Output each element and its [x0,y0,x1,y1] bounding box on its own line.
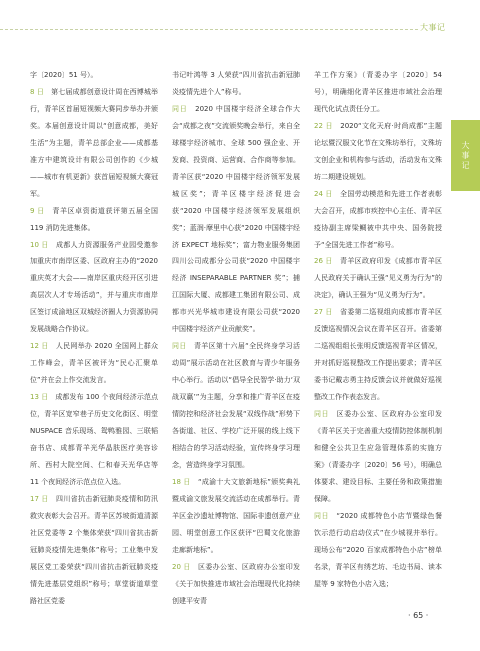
entry-5: 13 日 成都发布 100 个夜间经济示范点位，青羊区宽窄巷子历史文化街区、明堂 NUSPACE 音乐现场、鸳鸭雅园、三联韬奋书店、成都青羊光华晶肤医疗美容诊所、西村大院空间、仁和春天光华店等 11 个夜间经济示范点位入选。 [30,393,158,486]
entry-0: 字〔2020〕51 号）。 [30,71,98,79]
entry-5: 同日 区委办公室、区政府办公室印发《青羊区关于完善重大疫情防控体制机制和健全公共卫生应急管理体系的实施方案》（青委办字〔2020〕56 号），明确总体要求、建设目标、主要任务和政策措施保障。 [314,410,442,503]
entry-3: 18 日 “成渝十大文旅新地标”颁奖典礼暨成渝文旅发展交流活动在成都举行。青羊区金沙遗址博物馆、国际非遗创意产业园、明堂创意工作区获评“巴蜀文化旅游走廊新地标”。 [172,477,300,554]
section-title: 大事记 [420,23,446,32]
entry-2: 24 日 全国劳动模范和先进工作者表彰大会召开，成都市疾控中心主任、青羊区疫协副主席梁鲷被中共中央、国务院授予“全国先进工作者”称号。 [314,189,443,249]
entry-3: 26 日 青羊区政府印发《成都市青羊区人民政府关于确认王强“见义勇为行为”的决定》，确认王强为“见义勇为行为”。 [314,257,443,300]
text-column-2 [172,67,300,610]
side-tab: 大事记 [451,120,480,191]
entry-2: 9 日 青羊区卓资街道获评第五届全国 119 消防先进集体。 [30,206,158,232]
entry-1: 22 日 2020“文化天府·时尚成都”主题论坛暨汉服文化节在文殊坊举行，文殊坊文创企业和机构参与活动，活动发布文殊坊二期建设规划。 [314,121,442,181]
entry-1: 8 日 第七届成都创意设计周在西博城举行，青羊区首届短视频大赛同步举办并颁奖。本届创意设计周以“创意成都，美好生活”为主题，青羊总部企业——成都基准方中建筑设计有限公司创作的《少城——城市有机更新》获首届短视频大赛冠军。 [30,87,158,198]
entry-3: 10 日 成都人力资源服务产业园受邀参加重庆市南岸区委、区政府主办的“2020 重庆英才大会——南岸区重庆经开区引进高层次人才专场活动”，并与重庆市南岸区签订成渝地区双城经济圈人力资源协同发展战略合作协议。 [30,240,159,334]
entry-4: 20 日 区委办公室、区政府办公室印发《关于加快推进市域社会治理现代化持续创建平安青 [172,562,301,605]
entry-6: 同日 “2020 成都特色小店节暨绿色餐饮示范行动启动仪式”在少城视井举行。现场公布“2020 百家成都特色小店”榜单名录，青羊区有绣艺坊、毛边书局、读本屋等 9 家特色小店入选； [314,511,442,588]
entry-0: 书记叶鸿等 3 人荣获“四川省抗击新冠肺炎疫情先进个人”称号。 [172,71,300,96]
text-column-3 [314,67,442,593]
entry-1: 同日 2020 中国楼宇经济全球合作大会“成都之夜”交流颁奖晚会举行，来自全球楼宇经济城市、全球 500 强企业、开发商、投资商、运营商、合作商等参加。青羊区获“2020 中国楼宇经济领军发展城区奖”；青羊区楼宇经济促进会获“2020 中国楼宇经济领军发展组织奖”；蓝润·摩里中心获“2020 中国楼宇经济 EXPECT 地标奖”；富力物业服务集团四川公司成都分公司获“2020 中国楼宇经济 INSEPARABLE PARTNER 奖”；捕江国际大厦、成都建工集团有限公司、成都市兴光华城市建设有限公司获“2020 中国楼宇经济产业贡献奖”。 [172,104,300,334]
entry-4: 27 日 省委第二巡视组向成都市青羊区反馈巡视情况会议在青羊区召开。省委第二巡视组组长张明反馈巡视青羊区情况，并对抓好巡视整改工作提出要求；青羊区委书记戴志勇主持反馈会议并就做好巡视整改工作作表态发言。 [314,308,443,402]
entry-2: 同日 青羊区第十六届“全民终身学习活动周”展示活动在社区教育与青少年服务中心举行。活动以“倡导全民智学·助力‘双战双赢’”为主题，分享和推广青羊区在疫情防控和经济社会发展“双线作战”形势下各街道、社区、学校广泛开展的线上线下相结合的学习活动经验，宣传终身学习理念，营造终身学习氛围。 [172,342,300,469]
entry-0: 羊工作方案》（青委办字〔2020〕54 号），明确细化青羊区推进市域社会治理现代化试点责任分工。 [314,71,442,113]
text-column-1 [30,67,158,610]
entry-6: 17 日 四川省抗击新冠肺炎疫情和防汛救灾表彰大会召开。青羊区苏坡街道清源社区党委等 2 个集体荣获“四川省抗击新冠肺炎疫情先进集体”称号；工业集中发展区党工委荣获“四川省抗击新冠肺炎疫情先进基层党组织”称号；草堂街道草堂路社区党委 [30,494,159,605]
header-rule [0,29,418,30]
entry-4: 12 日 人民网举办 2020 全国网上群众工作峰会，青羊区被评为“民心汇聚单位”并在会上作交流发言。 [30,342,159,385]
page-number: · 65 · [408,611,429,620]
